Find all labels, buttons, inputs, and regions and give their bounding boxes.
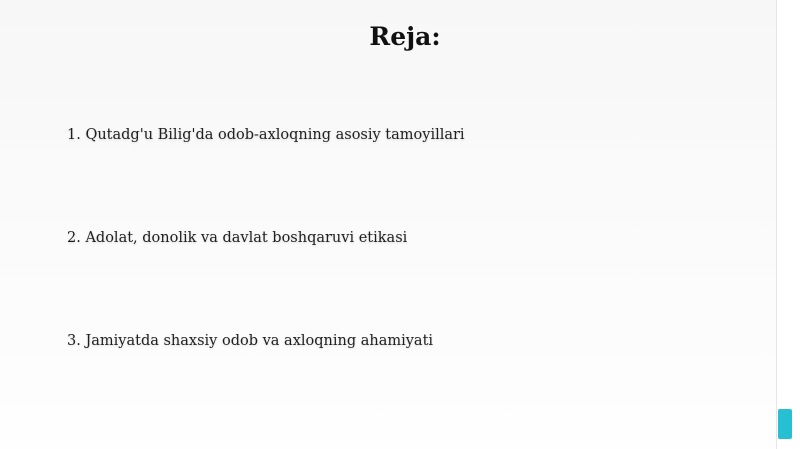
plan-item-2: 2. Adolat, donolik va davlat boshqaruvi etikasi — [67, 230, 408, 246]
plan-item-1: 1. Qutadg'u Bilig'da odob-axloqning asosiy tamoyillari — [67, 127, 465, 143]
scrollbar-track[interactable] — [776, 0, 800, 449]
scrollbar-thumb[interactable] — [778, 409, 792, 439]
scrollbar-divider — [776, 0, 777, 449]
slide-title: Reja: — [369, 22, 441, 51]
plan-item-3: 3. Jamiyatda shaxsiy odob va axloqning ahamiyati — [67, 333, 434, 349]
